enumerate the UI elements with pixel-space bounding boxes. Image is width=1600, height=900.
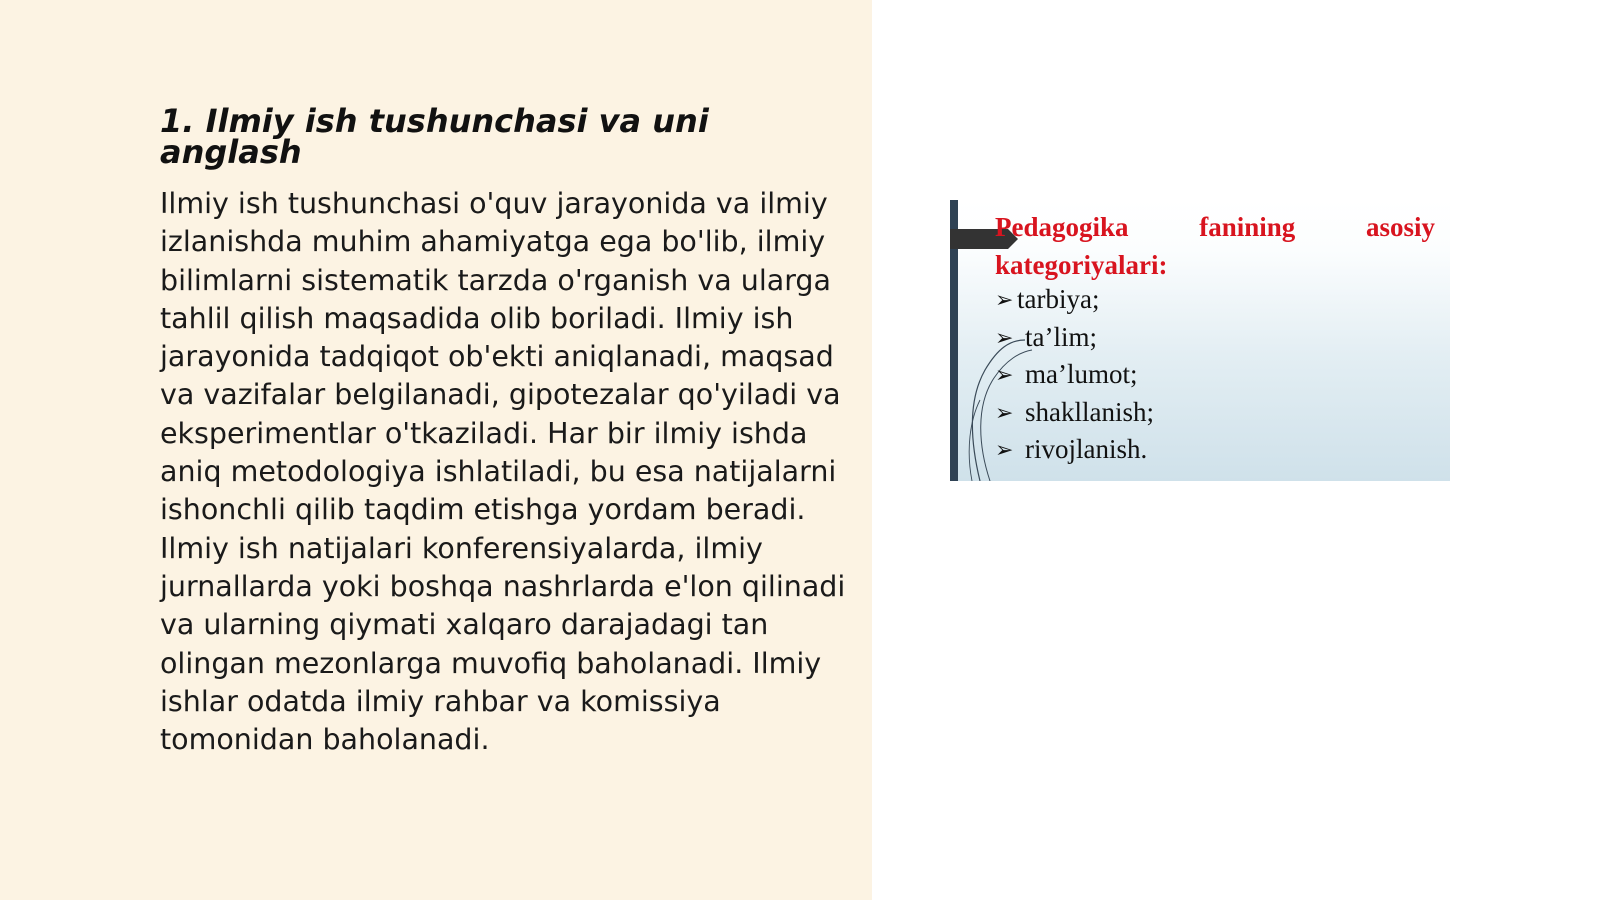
slide-title: 1. Ilmiy ish tushunchasi va uni anglash [160,102,709,171]
category-list [995,281,1154,469]
arrowhead-bullet-icon: ➢ [995,437,1014,463]
categories-figure [950,200,1450,481]
list-item-label: shakllanish; [1025,396,1154,427]
list-item [995,319,1154,357]
figure-heading: Pedagogika fanining asosiy kategoriyalari: [995,212,1435,280]
list-item-label: rivojlanish. [1025,434,1148,464]
arrowhead-bullet-icon: ➢ [995,287,1014,313]
arrowhead-bullet-icon: ➢ [995,362,1014,388]
list-item [995,281,1154,319]
list-item [995,431,1154,469]
list-item [995,394,1154,432]
list-item-label: tarbiya; [1017,284,1100,314]
list-item [995,356,1154,394]
arrowhead-bullet-icon: ➢ [995,324,1014,350]
list-item-label: ta’lim; [1025,321,1097,352]
list-item-label: ma’lumot; [1025,359,1138,389]
arrowhead-bullet-icon: ➢ [995,399,1014,425]
slide-body-text: Ilmiy ish tushunchasi o'quv jarayonida va ilmiy izlanishda muhim ahamiyatga ega bo'lib, ilmiy bilimlarni sistematik tarzda o'rganish va ularga tahlil qilish maqsadida olib boriladi. Ilmiy ish jarayonida tadqiqot ob'ekti aniqlanadi, maqsad va vazifalar belgilanadi, gipotezalar qo'yiladi va eksperimentlar o'tkaziladi. Har bir ilmiy ishda aniq metodologiya ishlatiladi, bu esa natijalarni ishonchli qilib taqdim etishga yordam beradi. Ilmiy ish natijalari konferensiyalarda, ilmiy jurnallarda yoki boshqa nashrlarda e'lon qilinadi va ularning qiymati xalqaro darajadagi tan olingan mezonlarga muvofiq baholanadi. Ilmiy ishlar odatda ilmiy rahbar va komissiya tomonidan baholanadi. [160,187,846,757]
